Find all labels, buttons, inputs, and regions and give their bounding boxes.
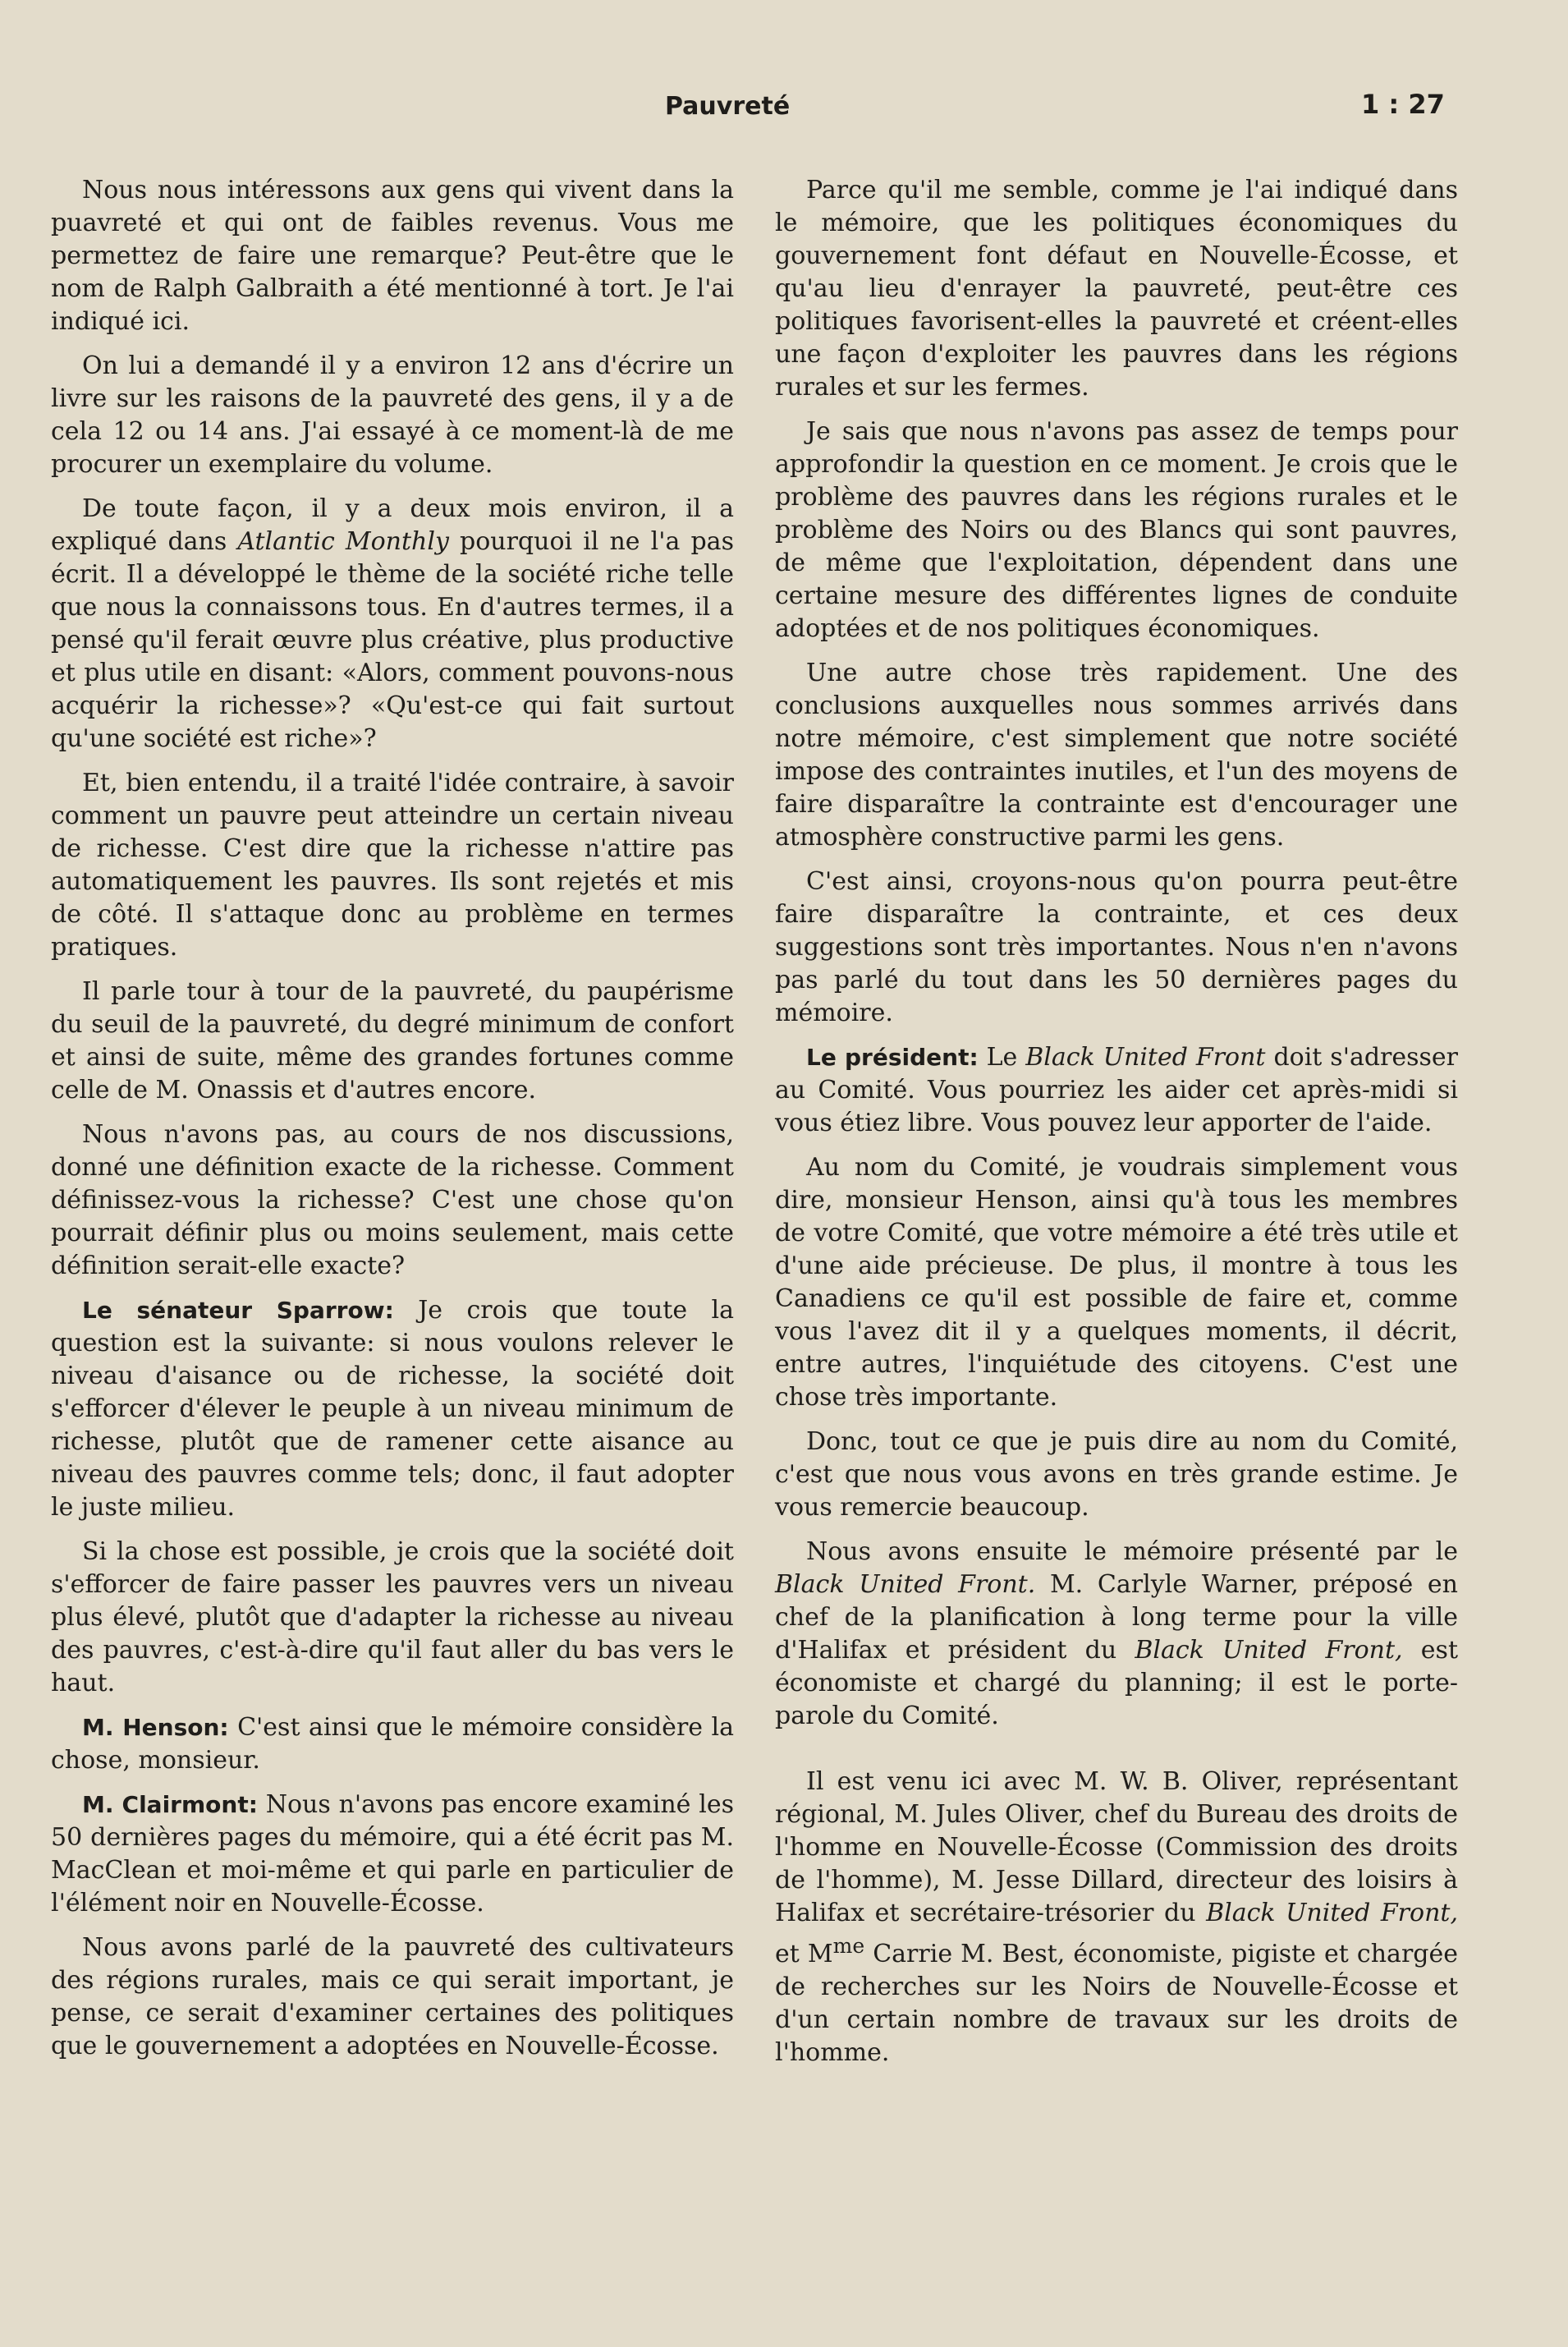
speaker-name: Le sénateur Sparrow: [82,1297,394,1324]
paragraph [775,1536,1458,1733]
speech-paragraph [51,1294,734,1524]
text-run: Nous avons ensuite le mémoire présenté par le [806,1537,1458,1566]
paragraph: Et, bien entendu, il a traité l'idée contraire, à savoir comment un pauvre peut atteindre un certain niveau de richesse. C'est dire que la richesse n'attire pas automatiquement les pauvres. Ils sont rejetés et mis de côté. Il s'attaque donc au problème en termes pratiques. [51,769,734,962]
speech-paragraph [51,1711,734,1777]
paragraph: Une autre chose très rapidement. Une des conclusions auxquelles nous sommes arrivés dans notre mémoire, c'est simplement que notre société impose des contraintes inutiles, et l'un des moyens de faire disparaître la contrainte est d'encourager une atmosphère constructive parmi les gens. [775,659,1458,852]
page-number: 1 : 27 [1361,89,1445,120]
organization-name: Black United Front, [1135,1636,1403,1665]
paragraph [51,493,734,756]
paragraph: Il parle tour à tour de la pauvreté, du paupérisme du seuil de la pauvreté, du degré minimum de confort et ainsi de suite, même des grandes fortunes comme celle de M. Onassis et d'autres encore. [51,977,734,1105]
paragraph: On lui a demandé il y a environ 12 ans d'écrire un livre sur les raisons de la pauvreté des gens, il y a de cela 12 ou 14 ans. J'ai essayé à ce moment-là de me procurer un exemplaire du volume. [51,351,734,479]
speech-text: C'est ainsi que le mémoire considère la chose, monsieur. [51,1713,735,1775]
right-column [775,174,1458,2081]
left-column [51,174,734,2074]
speech-paragraph [775,1041,1458,1140]
page-header [0,82,1568,131]
paragraph: Donc, tout ce que je puis dire au nom du Comité, c'est que nous vous avons en très grande estime. Je vous remercie beaucoup. [775,1427,1458,1522]
speech-text: doit s'adresser au Comité. Vous pourriez les aider cet après-midi si vous étiez libre. Vous pouvez leur apporter de l'aide. [775,1043,1459,1137]
publication-title: Atlantic Monthly [237,527,449,556]
speech-paragraph [51,1789,734,1920]
paragraph: Si la chose est possible, je crois que la société doit s'efforcer de faire passer les pauvres vers un niveau plus élevé, plutôt que d'adapter la richesse au niveau des pauvres, c'est-à-dire qu'il faut aller du bas vers le haut. [51,1537,734,1697]
paragraph: Parce qu'il me semble, comme je l'ai indiqué dans le mémoire, que les politiques économiques du gouvernement font défaut en Nouvelle-Écosse, et qu'au lieu d'enrayer la pauvreté, peut-être ces politiques favorisent-elles la pauvreté et créent-elles une façon d'exploiter les pauvres dans les régions rurales et sur les fermes. [775,176,1458,402]
running-title: Pauvreté [665,92,791,121]
title-abbreviation: me [832,1934,865,1958]
organization-name: Black United Front, [1206,1899,1458,1927]
paragraph: Au nom du Comité, je voudrais simplement vous dire, monsieur Henson, ainsi qu'à tous les membres de votre Comité, que votre mémoire a été très utile et d'une aide précieuse. De plus, il montre à tous les Canadiens ce qu'il est possible de faire et, comme vous l'avez dit il y a quelques moments, il décrit, entre autres, l'inquiétude des citoyens. C'est une chose très importante. [775,1153,1458,1412]
text-run: est économiste et chargé du planning; il est le porte-parole du Comité. [775,1636,1458,1730]
text-run: Il est venu ici avec M. W. B. Oliver, représentant régional, M. Jules Oliver, chef du Bureau des droits de l'homme en Nouvelle-Écosse (Commission des droits de l'homme), M. Jesse Dillard, directeur des loisirs à Halifax et secrétaire-trésorier du [775,1767,1458,1927]
paragraph: Nous avons parlé de la pauvreté des cultivateurs des régions rurales, mais ce qui serait important, je pense, ce serait d'examiner certaines des politiques que le gouvernement a adoptées en Nouvelle-Écosse. [51,1933,734,2060]
speech-text: Nous n'avons pas encore examiné les 50 dernières pages du mémoire, qui a été écrit pas M. MacClean et moi-même et qui parle en particulier de l'élément noir en Nouvelle-Écosse. [51,1790,735,1918]
paragraph: Nous n'avons pas, au cours de nos discussions, donné une définition exacte de la richesse. Comment définissez-vous la richesse? C'est une chose qu'on pourrait définir plus ou moins seulement, mais cette définition serait-elle exacte? [51,1120,734,1280]
paragraph: C'est ainsi, croyons-nous qu'on pourra peut-être faire disparaître la contrainte, et ces deux suggestions sont très importantes. Nous n'en n'avons pas parlé du tout dans les 50 dernières pages du mémoire. [775,867,1458,1027]
text-run: M. Carlyle Warner, préposé en chef de la planification à long terme pour la ville d'Halifax et président du [775,1570,1458,1665]
speech-text: Je crois que toute la question est la suivante: si nous voulons relever le niveau d'aisance ou de richesse, la société doit s'efforcer d'élever le peuple à un niveau minimum de richesse, plutôt que de ramener cette aisance au niveau des pauvres comme tels; donc, il faut adopter le juste milieu. [51,1296,734,1522]
text-run: pourquoi il ne l'a pas écrit. Il a développé le thème de la société riche telle que nous la connaissons tous. En d'autres termes, il a pensé qu'il ferait œuvre plus créative, plus productive et plus utile en disant: «Alors, comment pouvons-nous acquérir la richesse»? «Qu'est-ce qui fait surtout qu'une société est riche»? [51,527,734,753]
text-run: Carrie M. Best, économiste, pigiste et chargée de recherches sur les Noirs de Nouvelle-Écosse et d'un certain nombre de travaux sur les droits de l'homme. [775,1940,1458,2067]
speaker-name: M. Henson: [82,1714,229,1741]
paragraph: Je sais que nous n'avons pas assez de temps pour approfondir la question en ce moment. Je crois que le problème des pauvres dans les régions rurales et le problème des Noirs ou des Blancs qui sont pauvres, de même que l'exploitation, dépendent dans une certaine mesure des différentes lignes de conduite adoptées et de nos politiques économiques. [775,417,1458,643]
speaker-name: M. Clairmont: [82,1791,258,1818]
organization-name: Black United Front. [775,1570,1036,1599]
text-run: et M [775,1940,833,1968]
text-run: De toute façon, il y a deux mois environ, il a expliqué dans [51,494,734,556]
speech-text: Le [978,1043,1026,1072]
organization-name: Black United Front [1025,1043,1266,1072]
speaker-name: Le président: [806,1044,979,1071]
paragraph: Nous nous intéressons aux gens qui vivent dans la puavreté et qui ont de faibles revenus. Vous me permettez de faire une remarque? Peut-être que le nom de Ralph Galbraith a été mentionné à tort. Je l'ai indiqué ici. [51,176,734,336]
paragraph [775,1766,1458,2069]
